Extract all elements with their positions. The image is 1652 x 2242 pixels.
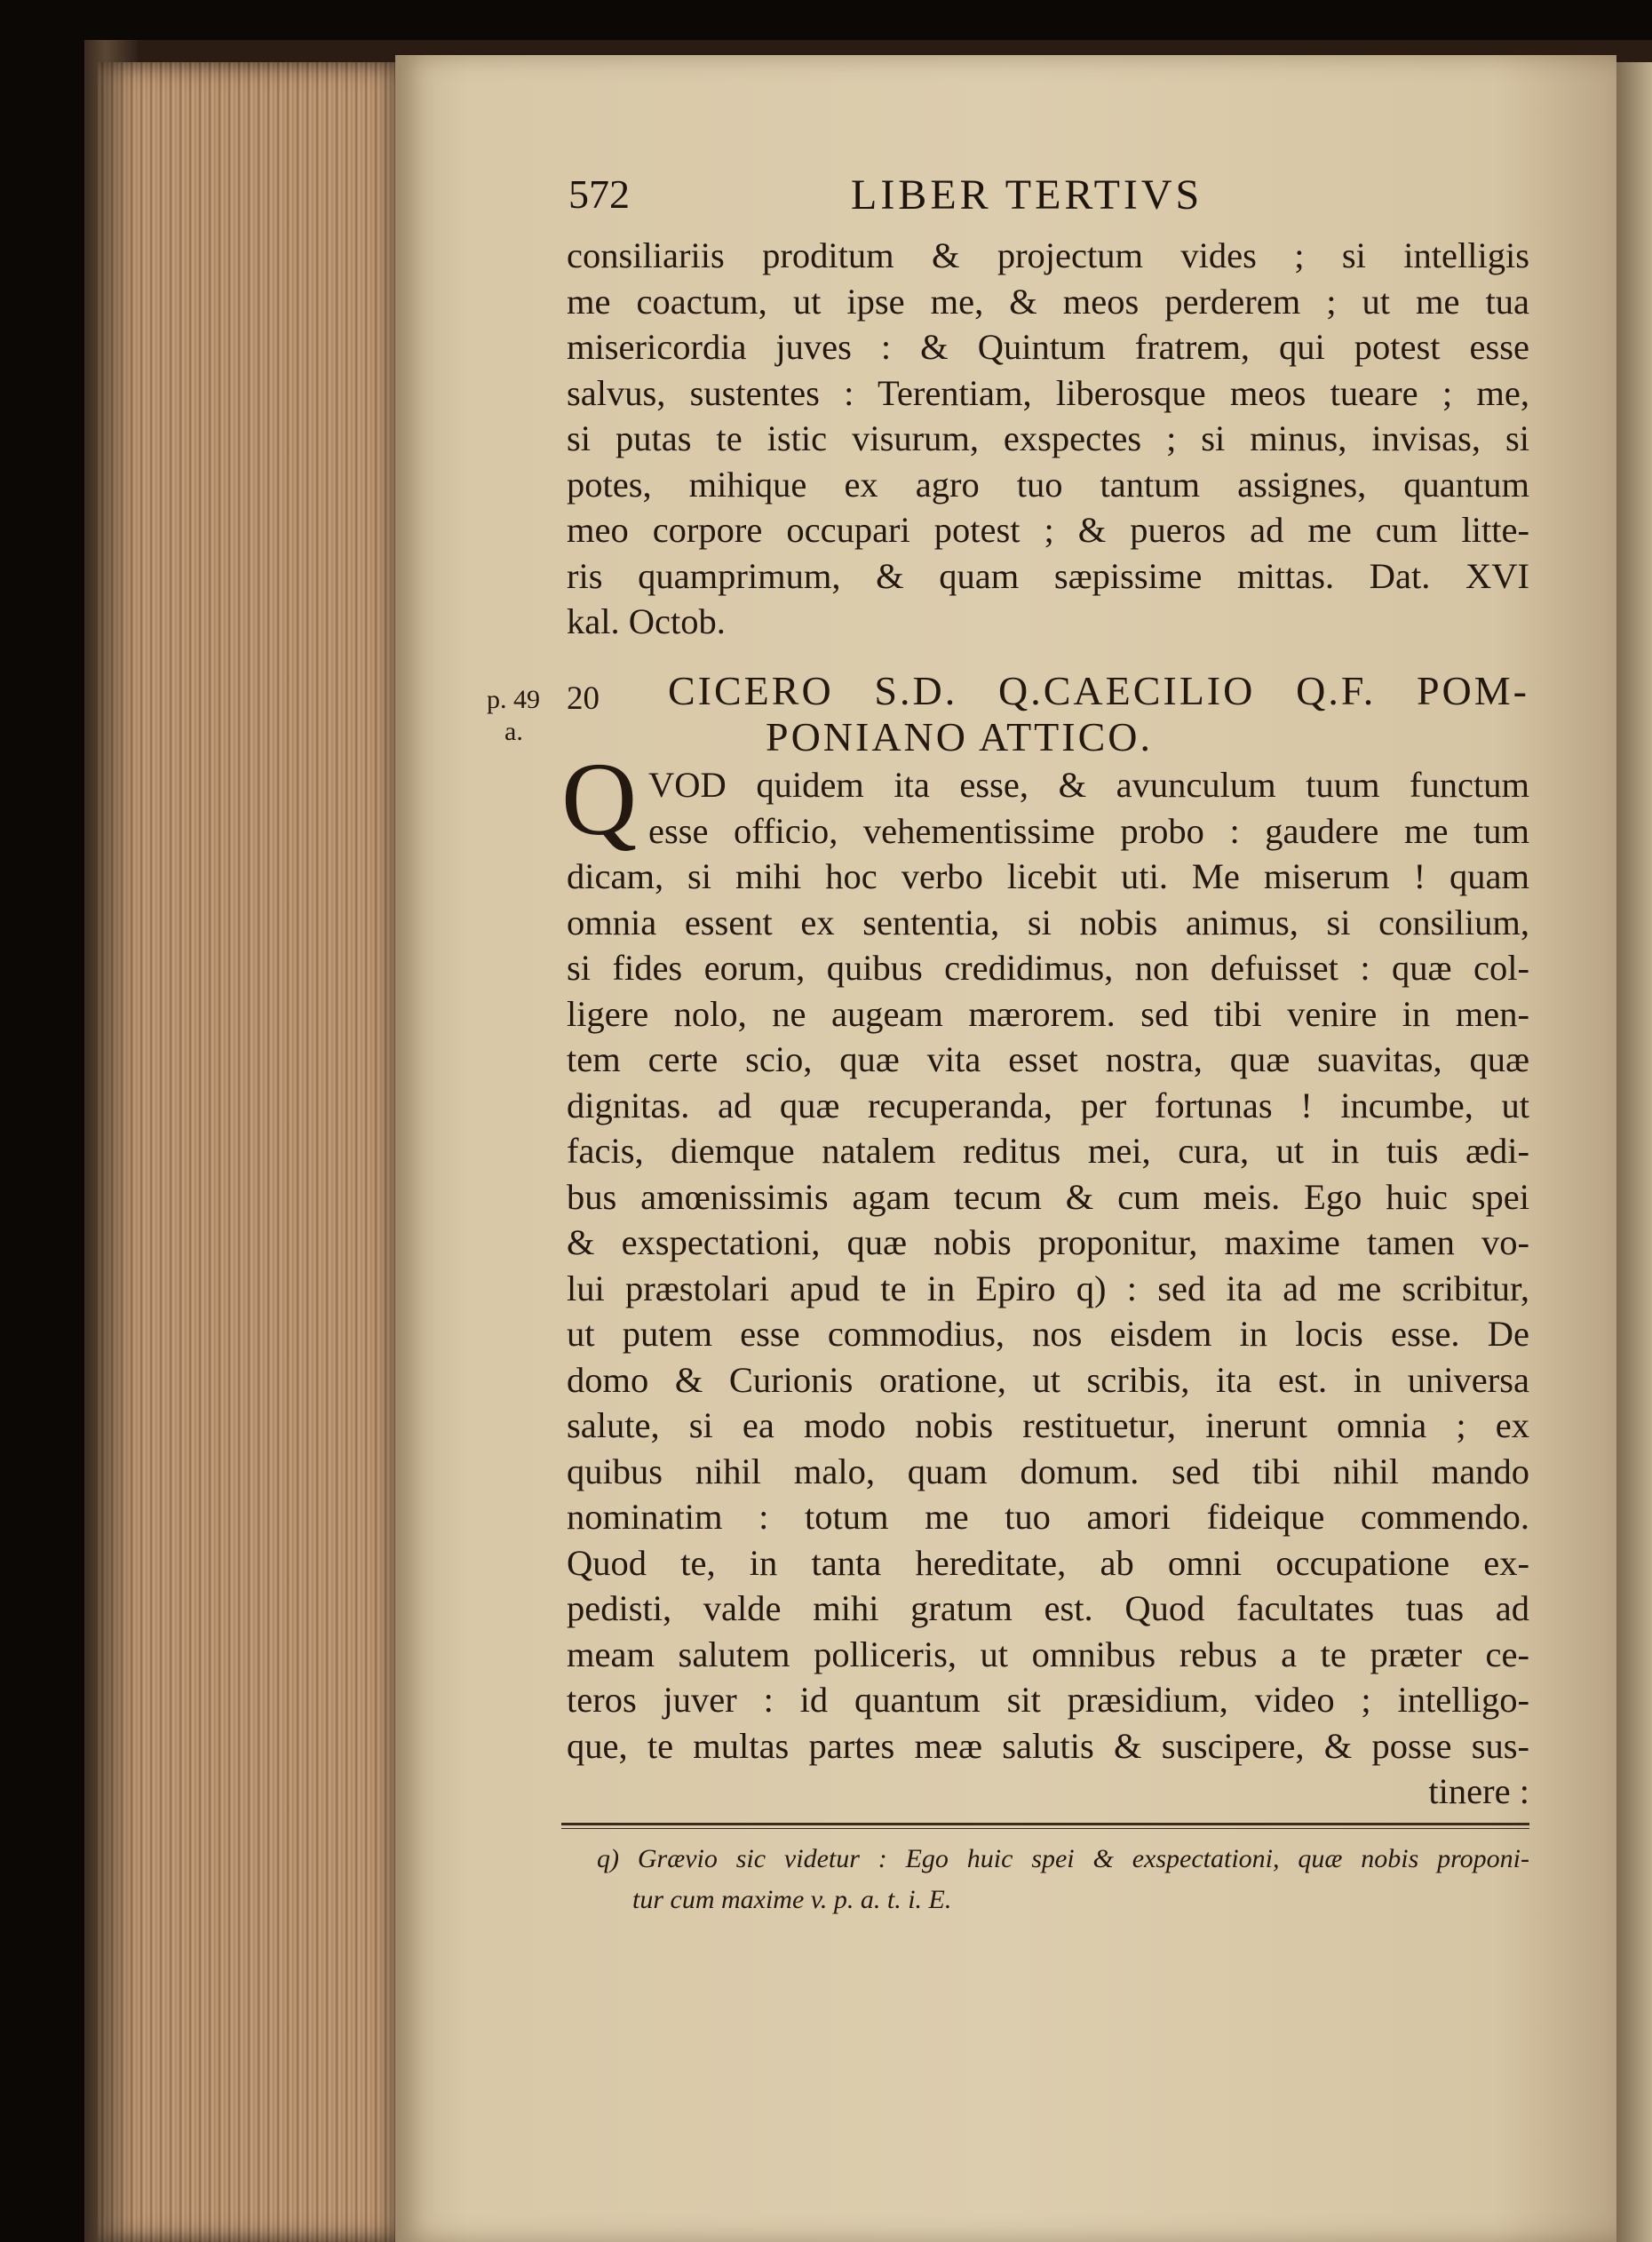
text-line: dicam, si mihi hoc verbo licebit uti. Me miserum ! quam xyxy=(567,856,1529,896)
margin-ref-col: a. xyxy=(504,717,523,746)
text-line: pedisti, valde mihi gratum est. Quod facultates tuas ad xyxy=(567,1588,1529,1628)
text-line: meam salutem polliceris, ut omnibus rebus a te præter ce- xyxy=(567,1634,1529,1674)
text-line: si putas te istic visurum, exspectes ; si minus, invisas, si xyxy=(567,418,1529,458)
text-line: Quod te, in tanta hereditate, ab omni occupatione ex- xyxy=(567,1542,1529,1583)
text-line: tinere : xyxy=(1428,1771,1529,1811)
text-line: salvus, sustentes : Terentiam, liberosque meos tueare ; me, xyxy=(567,372,1529,413)
footnote xyxy=(597,1839,1529,1920)
text-line: tem certe scio, quæ vita esset nostra, quæ suavitas, quæ xyxy=(567,1039,1529,1079)
text-line: facis, diemque natalem reditus mei, cura, ut in tuis ædi- xyxy=(567,1131,1529,1171)
margin-ref-page: p. 49 xyxy=(487,685,540,714)
footnote-rule xyxy=(561,1823,1529,1825)
text-line: me coactum, ut ipse me, & meos perderem ; ut me tua xyxy=(567,281,1529,322)
letter-body xyxy=(567,762,1529,1815)
facing-page-edge xyxy=(1616,62,1652,2242)
text-line: ligere nolo, ne augeam mærorem. sed tibi venire in men- xyxy=(567,993,1529,1034)
text-line: omnia essent ex sententia, si nobis animus, si consilium, xyxy=(567,902,1529,942)
text-line: lui præstolari apud te in Epiro q) : sed ita ad me scribitur, xyxy=(567,1268,1529,1308)
text-line: si fides eorum, quibus credidimus, non defuisset : quæ col- xyxy=(567,948,1529,988)
footnote-rule-thin xyxy=(561,1828,1529,1829)
text-line: domo & Curionis oratione, ut scribis, ita est. in universa xyxy=(567,1359,1529,1400)
text-line: consiliariis proditum & projectum vides ; si intelligis xyxy=(567,235,1529,275)
text-line: quibus nihil malo, quam domum. sed tibi nihil mando xyxy=(567,1451,1529,1491)
letter-heading xyxy=(668,668,1529,760)
text-line: VOD quidem ita esse, & avunculum tuum functum xyxy=(648,765,1529,805)
heading-line: PONIANO ATTICO. xyxy=(766,714,1153,759)
footnote-line: q) Grævio sic videtur : Ego huic spei & exspectationi, quæ nobis proponi- xyxy=(597,1844,1529,1873)
text-line: potes, mihique ex agro tuo tantum assignes, quantum xyxy=(567,464,1529,505)
top-text-block xyxy=(567,233,1529,645)
text-line: nominatim : totum me tuo amori fideique commendo. xyxy=(567,1497,1529,1537)
text-line: & exspectationi, quæ nobis proponitur, maxime tamen vo- xyxy=(567,1222,1529,1262)
letter-number: 20 xyxy=(567,680,600,717)
footnote-line: tur cum maxime v. p. a. t. i. E. xyxy=(632,1885,952,1914)
text-line: salute, si ea modo nobis restituetur, inerunt omnia ; ex xyxy=(567,1405,1529,1445)
page-stack-edge xyxy=(98,62,400,2242)
text-line: kal. Octob. xyxy=(567,601,726,641)
text-line: teros juver : id quantum sit præsidium, video ; intelligo- xyxy=(567,1680,1529,1720)
margin-reference xyxy=(487,684,540,748)
running-title: LIBER TERTIVS xyxy=(851,171,1203,219)
page-number: 572 xyxy=(568,171,630,217)
text-line: meo corpore occupari potest ; & pueros ad me cum litte- xyxy=(567,510,1529,550)
text-line: bus amœnissimis agam tecum & cum meis. Ego huic spei xyxy=(567,1176,1529,1217)
heading-line: CICERO S.D. Q.CAECILIO Q.F. POM- xyxy=(668,668,1529,713)
text-line: misericordia juves : & Quintum fratrem, qui potest esse xyxy=(567,327,1529,367)
text-line: que, te multas partes meæ salutis & suscipere, & posse sus- xyxy=(567,1725,1529,1766)
text-line: ut putem esse commodius, nos eisdem in locis esse. De xyxy=(567,1314,1529,1354)
text-line: ris quamprimum, & quam sæpissime mittas. Dat. XVI xyxy=(567,555,1529,596)
drop-cap: Q xyxy=(561,741,638,857)
page-header xyxy=(568,162,1537,224)
text-line: dignitas. ad quæ recuperanda, per fortunas ! incumbe, ut xyxy=(567,1085,1529,1125)
text-line: esse officio, vehementissime probo : gaudere me tum xyxy=(648,810,1529,851)
